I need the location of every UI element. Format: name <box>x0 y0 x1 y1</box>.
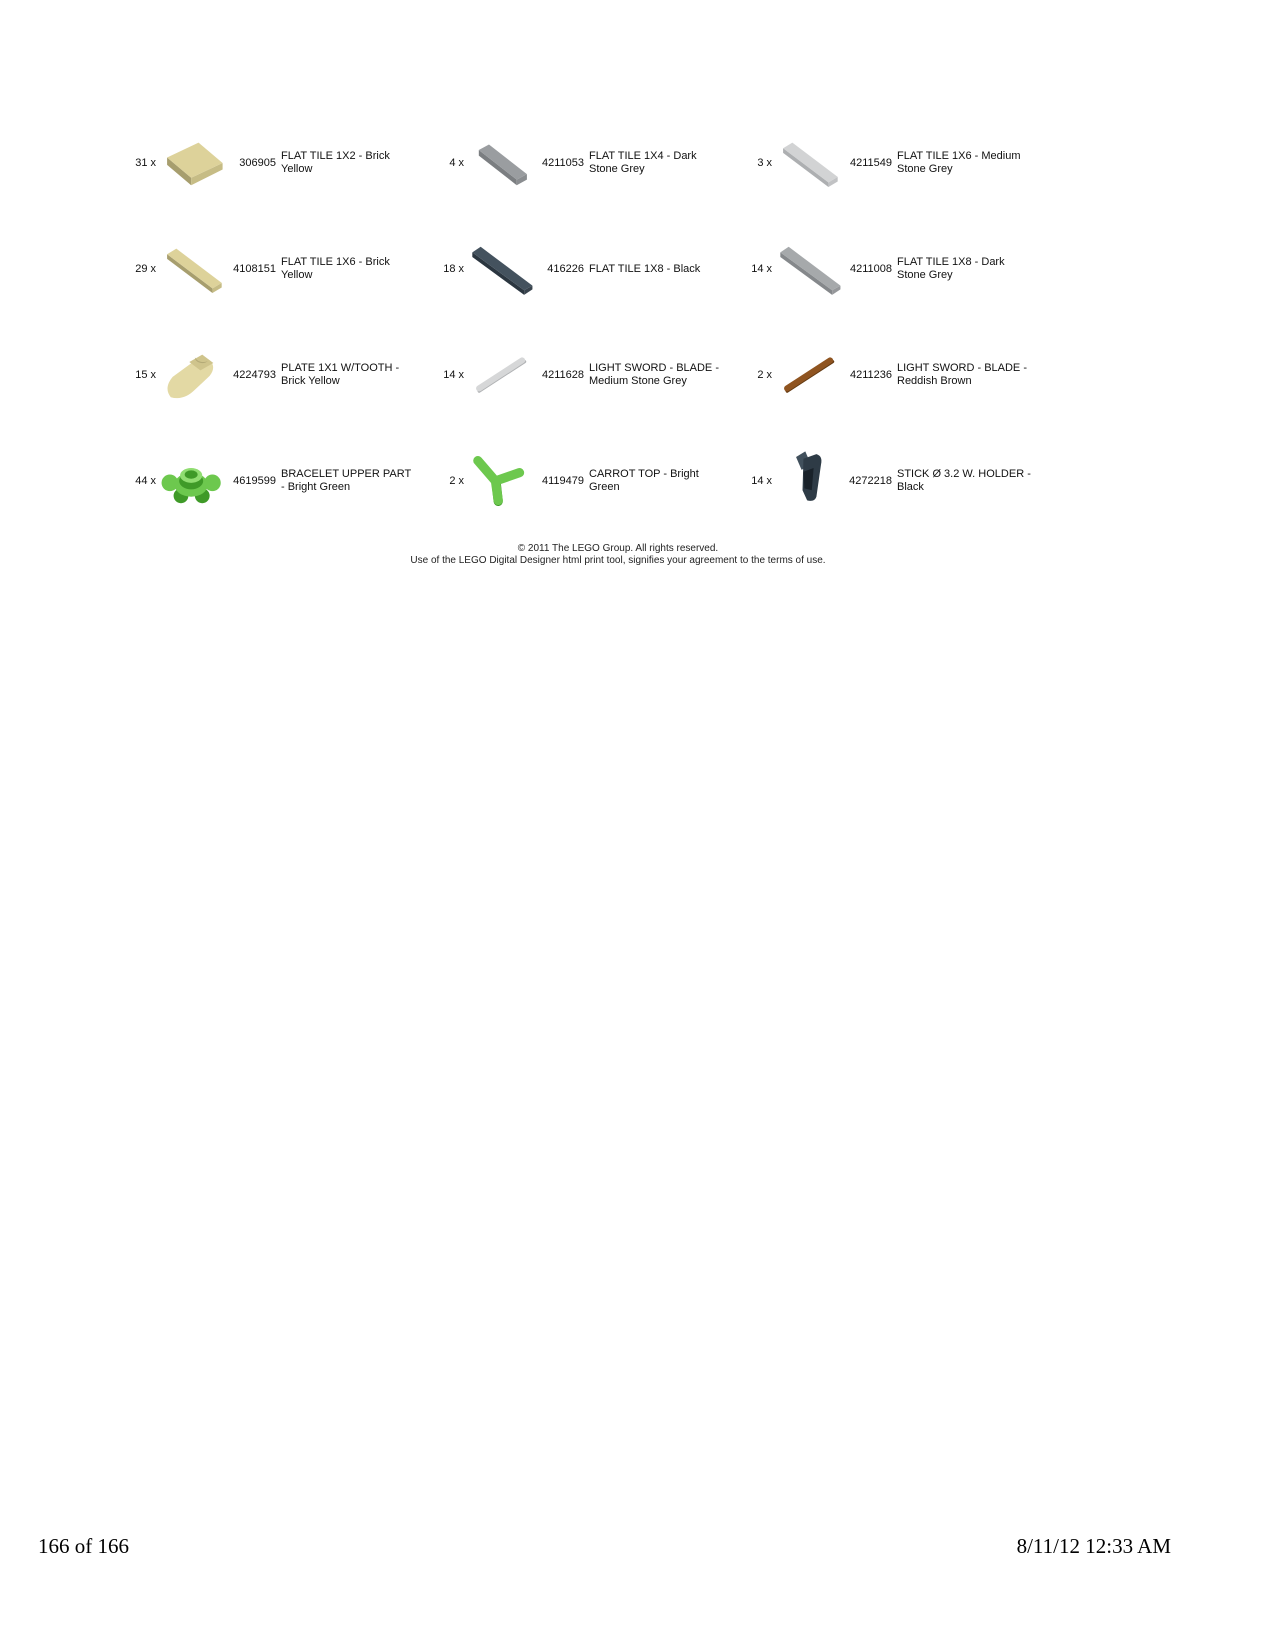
part-description: FLAT TILE 1X6 - Medium Stone Grey <box>897 150 1021 175</box>
part-number: 4619599 <box>233 475 276 487</box>
part-quantity: 29 x <box>135 263 156 275</box>
page-number: 166 of 166 <box>38 1534 129 1558</box>
part-description: LIGHT SWORD - BLADE - Reddish Brown <box>897 362 1027 387</box>
part-description: LIGHT SWORD - BLADE - Medium Stone Grey <box>589 362 719 387</box>
part-description: FLAT TILE 1X6 - Brick Yellow <box>281 256 390 281</box>
part-list-item <box>734 216 1042 322</box>
part-list-item <box>118 322 426 428</box>
part-list-item <box>426 216 734 322</box>
part-number: 4211549 <box>849 157 892 169</box>
part-description: FLAT TILE 1X4 - Dark Stone Grey <box>589 150 697 175</box>
part-number: 306905 <box>239 157 276 169</box>
flat-tile-1x6-image <box>156 227 230 311</box>
part-quantity: 14 x <box>751 263 772 275</box>
page-footer <box>38 1534 1171 1559</box>
part-list-item <box>734 322 1042 428</box>
part-description: CARROT TOP - Bright Green <box>589 468 699 493</box>
part-list-item <box>118 216 426 322</box>
part-quantity: 4 x <box>449 157 464 169</box>
flat-tile-1x6-image <box>772 121 846 205</box>
part-list-item <box>426 110 734 216</box>
part-list-item <box>426 428 734 534</box>
part-description: FLAT TILE 1X8 - Black <box>589 262 701 275</box>
part-list-item <box>734 428 1042 534</box>
part-quantity: 2 x <box>449 475 464 487</box>
part-quantity: 2 x <box>757 369 772 381</box>
part-number: 4108151 <box>233 263 276 275</box>
part-quantity: 14 x <box>443 369 464 381</box>
part-quantity: 18 x <box>443 263 464 275</box>
part-quantity: 3 x <box>757 157 772 169</box>
plate-1x1-tooth-image <box>156 333 230 417</box>
legal-notice <box>0 543 1236 566</box>
stick-holder-image <box>772 439 846 523</box>
print-timestamp: 8/11/12 12:33 AM <box>1016 1534 1171 1558</box>
part-quantity: 15 x <box>135 369 156 381</box>
part-number: 4119479 <box>541 475 584 487</box>
part-number: 416226 <box>547 263 584 275</box>
part-number: 4211236 <box>849 369 892 381</box>
light-sword-blade-image <box>772 333 846 417</box>
part-description: PLATE 1X1 W/TOOTH - Brick Yellow <box>281 362 400 387</box>
flat-tile-1x4-image <box>464 121 538 205</box>
part-number: 4272218 <box>849 475 892 487</box>
copyright-line: © 2011 The LEGO Group. All rights reserved. <box>517 543 719 554</box>
part-number: 4224793 <box>233 369 276 381</box>
part-quantity: 31 x <box>135 157 156 169</box>
part-list-item <box>118 110 426 216</box>
part-description: STICK Ø 3.2 W. HOLDER - Black <box>897 468 1031 493</box>
part-description: BRACELET UPPER PART - Bright Green <box>281 468 412 493</box>
flat-tile-1x8-image <box>464 227 538 311</box>
parts-list <box>118 110 1042 534</box>
terms-line: Use of the LEGO Digital Designer html print tool, signifies your agreement to the terms of use. <box>410 554 826 566</box>
part-number: 4211008 <box>849 263 892 275</box>
part-list-item <box>118 428 426 534</box>
part-number: 4211053 <box>541 157 584 169</box>
bracelet-upper-part-image <box>156 439 230 523</box>
part-quantity: 44 x <box>135 475 156 487</box>
carrot-top-image <box>464 439 538 523</box>
part-list-item <box>734 110 1042 216</box>
part-quantity: 14 x <box>751 475 772 487</box>
light-sword-blade-image <box>464 333 538 417</box>
flat-tile-1x2-image <box>156 121 230 205</box>
part-description: FLAT TILE 1X8 - Dark Stone Grey <box>897 256 1005 281</box>
part-number: 4211628 <box>541 369 584 381</box>
flat-tile-1x8-image <box>772 227 846 311</box>
part-list-item <box>426 322 734 428</box>
part-description: FLAT TILE 1X2 - Brick Yellow <box>281 150 390 175</box>
